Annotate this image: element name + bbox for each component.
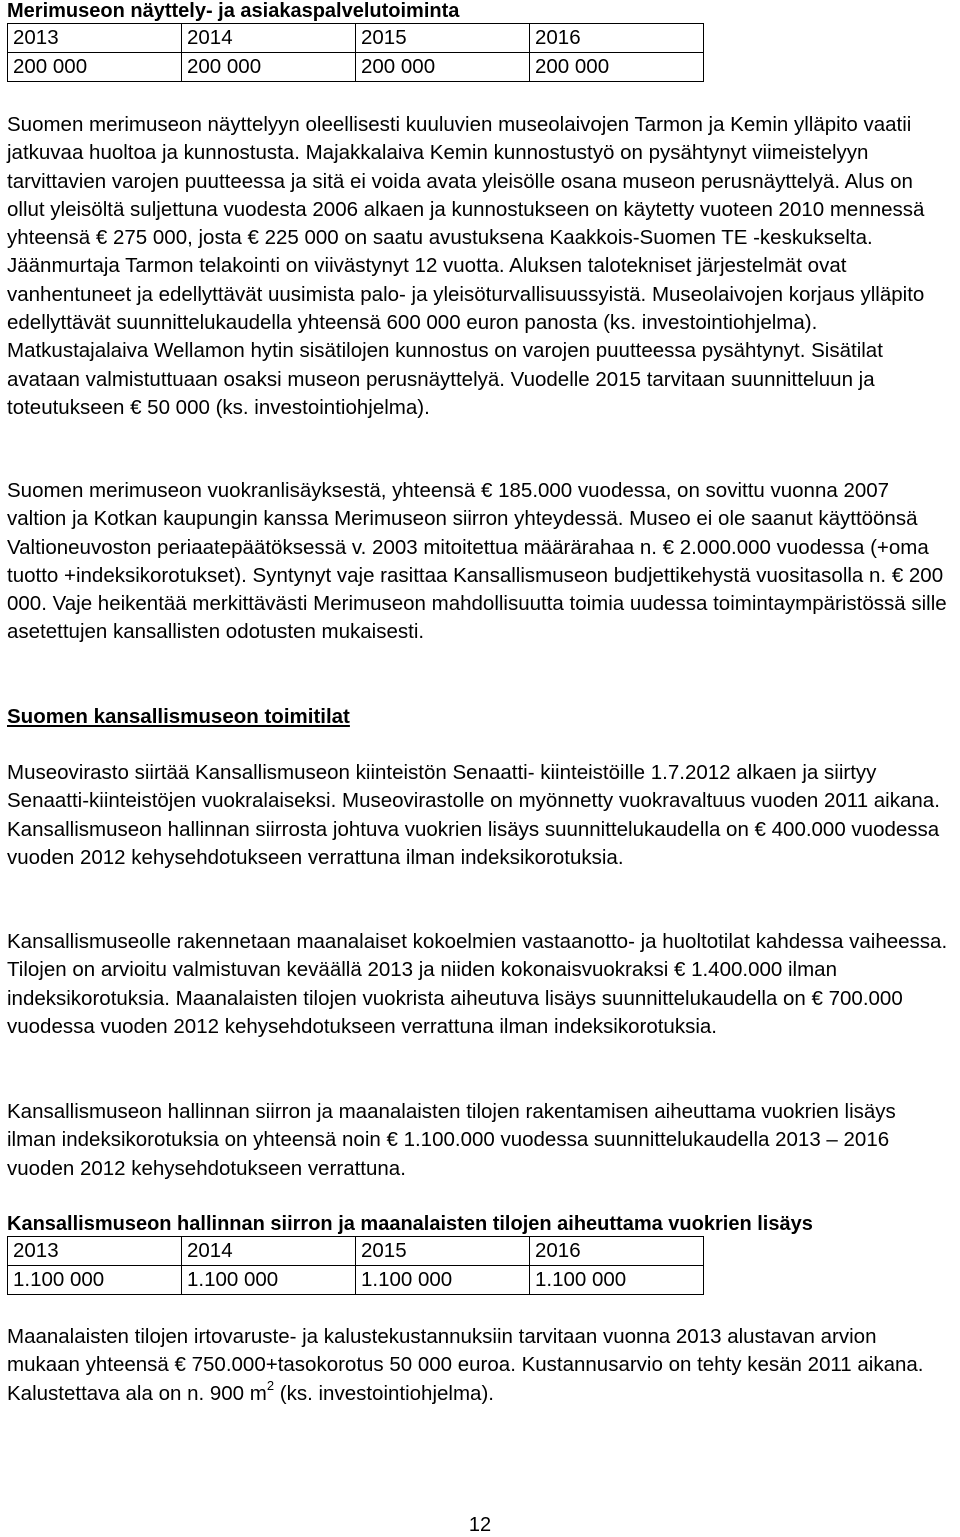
table-cell-year: 2016 [530,24,704,53]
table-cell-year: 2014 [182,1237,356,1266]
table-cell-value: 1.100 000 [356,1266,530,1295]
table-cell-value: 1.100 000 [8,1266,182,1295]
table-cell-value: 200 000 [356,53,530,82]
paragraph-text: (ks. investointiohjelma). [274,1381,494,1405]
budget-table-merimuseo [7,23,704,82]
page-number: 12 [468,1514,492,1536]
table-row [8,24,704,53]
table-cell-value: 1.100 000 [530,1266,704,1295]
section-heading-merimuseo: Merimuseon näyttely- ja asiakaspalvelutoiminta [7,0,460,22]
paragraph: Museovirasto siirtää Kansallismuseon kiinteistön Senaatti- kiinteistöille 1.7.2012 alkaen ja siirtyy Senaatti-kiinteistöjen vuokralaiseksi. Museovirastolle on myönnetty vuokravaltuus vuoden 2011 aikana. Kansallismuseon hallinnan siirrosta johtuva vuokrien lisäys suunnittelukaudella on € 400.000 vuodessa vuoden 2012 kehysehdotukseen verrattuna ilman indeksikorotuksia. [7,761,940,869]
table-cell-value: 200 000 [8,53,182,82]
paragraph [7,1323,949,1408]
table-cell-value: 200 000 [530,53,704,82]
paragraph-text: Maanalaisten tilojen irtovaruste- ja kalustekustannuksiin tarvitaan vuonna 2013 alustavan arvion mukaan yhteensä € 750.000+tasokorotus 50 000 euroa. Kustannusarvio on tehty kesän 2011 aikana. Kalustettava ala on n. 900 m [7,1325,924,1405]
budget-table-kansallismuseo [7,1236,704,1295]
table-cell-year: 2015 [356,1237,530,1266]
paragraph: Suomen merimuseon vuokranlisäyksestä, yhteensä € 185.000 vuodessa, on sovittu vuonna 2007 valtion ja Kotkan kaupungin kanssa Merimuseon siirron yhteydessä. Museo ei ole saanut käyttöönsä Valtioneuvoston periaatepäätöksessä v. 2003 mitoitettua määrärahaa n. € 2.000.000 vuodessa (+oma tuotto +indeksikorotukset). Syntynyt vaje rasittaa Kansallismuseon budjettikehystä vuositasolla n. € 200 000. Vaje heikentää merkittävästi Merimuseon mahdollisuutta toimia uudessa toimintaympäristössä sille asetettujen kansallisten odotusten mukaisesti. [7,479,947,644]
paragraph: Kansallismuseolle rakennetaan maanalaiset kokoelmien vastaanotto- ja huoltotilat kahdessa vaiheessa. Tilojen on arvioitu valmistuvan keväällä 2013 ja niiden kokonaisvuokraksi € 1.400.000 ilman indeksikorotuksia. Maanalaisten tilojen vuokrista aiheutuva lisäys suunnittelukaudella on € 700.000 vuodessa vuoden 2012 kehysehdotukseen verrattuna ilman indeksikorotuksia. [7,930,948,1038]
table-row [8,1237,704,1266]
table-cell-value: 1.100 000 [182,1266,356,1295]
superscript: 2 [266,1377,275,1393]
table-row [8,1266,704,1295]
section-heading-kansallismuseo: Suomen kansallismuseon toimitilat [7,705,350,728]
paragraph: Suomen merimuseon näyttelyyn oleellisesti kuuluvien museolaivojen Tarmon ja Kemin ylläpito vaatii jatkuvaa huoltoa ja kunnostusta. Majakkalaiva Kemin kunnostustyö on pysähtynyt viimeistelyyn tarvittavien varojen puutteessa ja sitä ei voida avata yleisölle osana museon perusnäyttelyä. Alus on ollut yleisöltä suljettuna vuodesta 2006 alkaen ja kunnostukseen on käytetty vuoteen 2010 mennessä yhteensä € 275 000, josta € 225 000 on saatu avustuksena Kaakkois-Suomen TE -keskukselta. Jäänmurtaja Tarmon telakointi on viivästynyt 12 vuotta. Aluksen talotekniset järjestelmät ovat vanhentuneet ja edellyttävät uusimista palo- ja yleisöturvallisuussyistä. Museolaivojen korjaus ylläpito edellyttävät suunnittelukaudella yhteensä 600 000 euron panosta (ks. investointiohjelma). Matkustajalaiva Wellamon hytin sisätilojen kunnostus on varojen puutteessa pysähtynyt. Sisätilat avataan valmistuttuaan osaksi museon perusnäyttelyä. Vuodelle 2015 tarvitaan suunnitteluun ja toteutukseen € 50 000 (ks. investointiohjelma). [7,113,925,419]
table-row [8,53,704,82]
table-cell-value: 200 000 [182,53,356,82]
table-cell-year: 2015 [356,24,530,53]
table-cell-year: 2014 [182,24,356,53]
table-cell-year: 2016 [530,1237,704,1266]
table-cell-year: 2013 [8,24,182,53]
paragraph: Kansallismuseon hallinnan siirron ja maanalaisten tilojen rakentamisen aiheuttama vuokrien lisäys ilman indeksikorotuksia on yhteensä noin € 1.100.000 vuodessa suunnittelukaudella 2013 – 2016 vuoden 2012 kehysehdotukseen verrattuna. [7,1100,896,1180]
table-cell-year: 2013 [8,1237,182,1266]
table-heading: Kansallismuseon hallinnan siirron ja maanalaisten tilojen aiheuttama vuokrien lisäys [7,1213,813,1235]
